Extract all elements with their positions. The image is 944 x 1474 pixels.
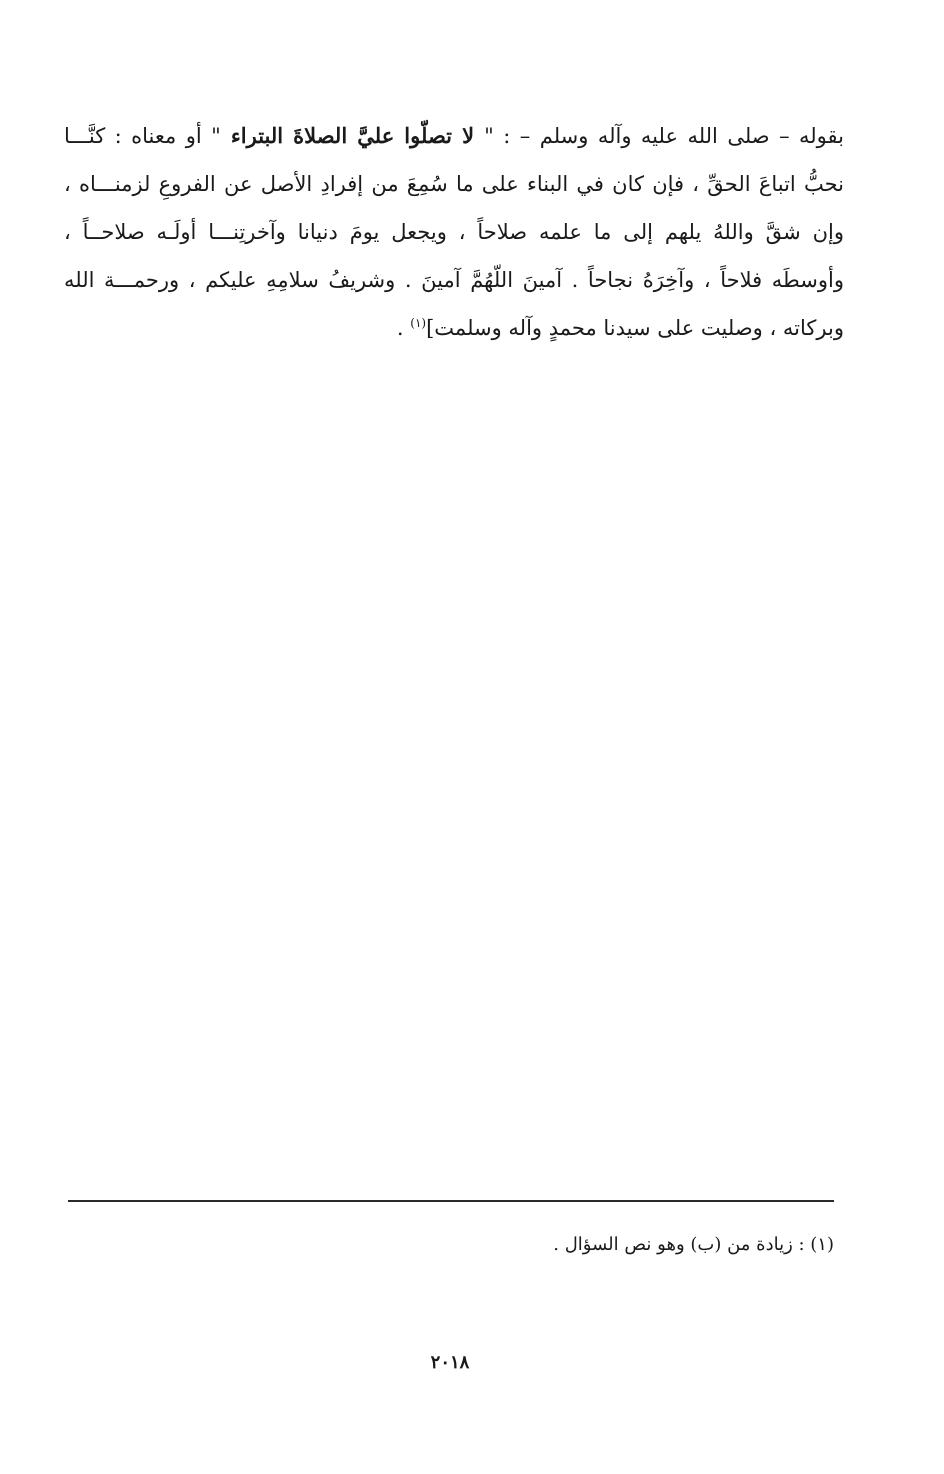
text-line-1 [64, 112, 844, 160]
text-line-5-body: وبركاته ، وصليت على سيدنا محمدٍ وآله وسلمت] [426, 316, 844, 340]
text-line-5 [64, 304, 844, 352]
text-line-2: نحبُّ اتباعَ الحقِّ ، فإن كان في البناء على ما سُمِعَ من إفرادِ الأصل عن الفروعِ لزمنـــاه ، [64, 172, 844, 196]
text-line-1-before: بقوله – صلى الله عليه وآله وسلم – : " [484, 124, 844, 148]
footnote: (١) : زيادة من (ب) وهو نص السؤال . [553, 1234, 834, 1255]
hadith-quote: لا تصلّوا عليَّ الصلاةَ البتراء [220, 123, 485, 148]
page-number: ٢٠١٨ [430, 1352, 470, 1373]
text-line-5-end: . [396, 316, 411, 340]
footnote-divider [68, 1200, 834, 1202]
text-line-1-after: " أو معناه : كنَّـــا [64, 124, 221, 148]
footnote-reference: (١) [410, 316, 427, 330]
main-paragraph [64, 112, 844, 352]
text-line-3: وإن شقَّ واللهُ يلهم إلى ما علمه صلاحاً ، ويجعل يومَ دنيانا وآخرتِنـــا أولَـه صلاحــاً ، [64, 220, 844, 244]
text-line-4: وأوسطَه فلاحاً ، وآخِرَهُ نجاحاً . آمينَ اللّهُمَّ آمينَ . وشريفُ سلامِهِ عليكم ، ورحمـــة الله [64, 268, 844, 292]
